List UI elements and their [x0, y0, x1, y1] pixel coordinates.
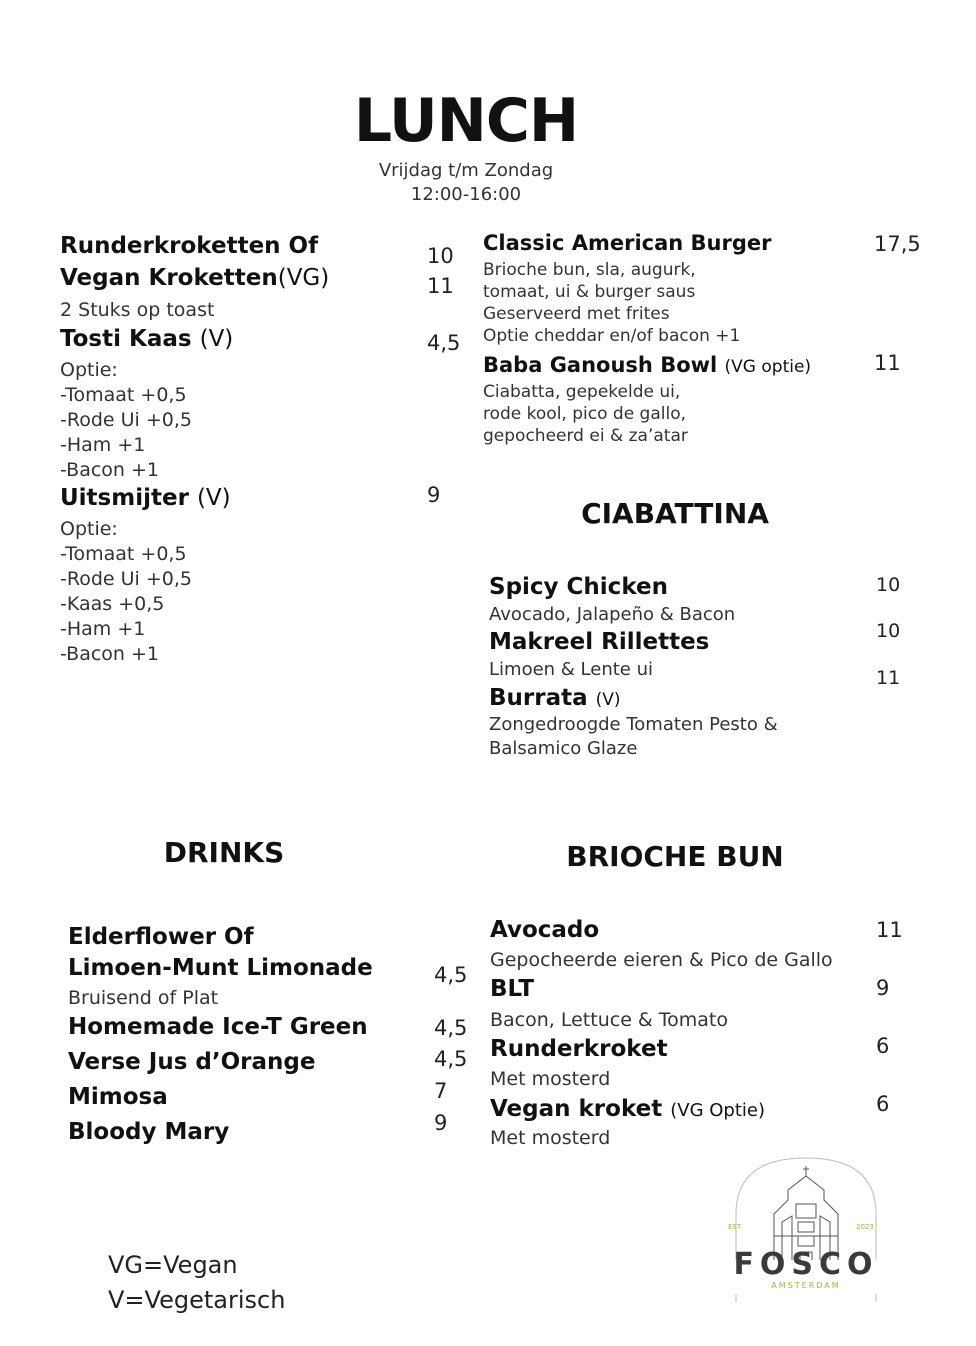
tosti-name [60, 326, 233, 352]
desc-line: rode kool, pico de gallo, [483, 404, 687, 424]
ciabattina-heading: CIABATTINA [581, 497, 769, 530]
jus-orange-name: Verse Jus d’Orange [68, 1049, 316, 1075]
elderflower-name-line2: Limoen-Munt Limonade [68, 955, 373, 981]
tosti-options [60, 358, 192, 483]
desc-line: Balsamico Glaze [489, 738, 638, 759]
burrata-desc [489, 713, 778, 761]
legend-vegan: VG=Vegan [108, 1251, 238, 1279]
tosti-name-text: Tosti Kaas [60, 326, 192, 352]
burrata-name [489, 685, 621, 711]
brioche-runderkroket-desc: Met mosterd [490, 1068, 611, 1090]
baba-name [483, 353, 811, 377]
logo-city: AMSTERDAM [771, 1281, 841, 1290]
fosco-logo [722, 1156, 890, 1304]
elderflower-name-line1: Elderflower Of [68, 924, 254, 950]
kroketten-desc: 2 Stuks op toast [60, 299, 215, 321]
kroketten-tag: (VG) [277, 265, 330, 291]
option-line: -Bacon +1 [60, 459, 160, 481]
elderflower-price: 4,5 [434, 963, 468, 987]
desc-line: gepocheerd ei & za’atar [483, 426, 688, 446]
option-line: -Rode Ui +0,5 [60, 409, 192, 431]
bloody-mary-name: Bloody Mary [68, 1119, 230, 1145]
brioche-avocado-desc: Gepocheerde eieren & Pico de Gallo [490, 949, 833, 971]
ice-t-price: 4,5 [434, 1016, 468, 1040]
spicy-chicken-desc: Avocado, Jalapeño & Bacon [489, 604, 736, 625]
mimosa-name: Mimosa [68, 1084, 168, 1110]
jus-orange-price: 4,5 [434, 1047, 468, 1071]
makreel-desc: Limoen & Lente ui [489, 659, 653, 680]
baba-name-text: Baba Ganoush Bowl [483, 353, 718, 377]
kroketten-name-line1: Runderkroketten Of [60, 233, 319, 259]
brioche-vegan-kroket-name [490, 1096, 765, 1122]
burger-price: 17,5 [874, 232, 921, 256]
vegan-kroket-name-text: Vegan kroket [490, 1096, 663, 1122]
spicy-chicken-name: Spicy Chicken [489, 574, 668, 600]
kroketten-price-1: 10 [427, 244, 454, 268]
tosti-price: 4,5 [427, 331, 461, 355]
desc-line: Ciabatta, gepekelde ui, [483, 382, 681, 402]
spicy-chicken-price: 10 [876, 574, 901, 596]
kroketten-name-text: Vegan Kroketten [60, 265, 278, 291]
brioche-avocado-name: Avocado [490, 917, 600, 943]
brioche-blt-price: 9 [876, 976, 890, 1000]
brioche-vegan-kroket-desc: Met mosterd [490, 1127, 611, 1149]
desc-line: tomaat, ui & burger saus [483, 282, 696, 302]
burrata-price: 11 [876, 667, 901, 689]
bloody-mary-price: 9 [434, 1111, 448, 1135]
page-title: LUNCH [353, 86, 579, 156]
vegan-kroket-tag: (VG Optie) [670, 1100, 766, 1121]
logo-est: EST [728, 1223, 742, 1231]
burrata-name-text: Burrata [489, 685, 588, 711]
uitsmijter-name [60, 485, 231, 511]
brioche-blt-name: BLT [490, 976, 535, 1002]
logo-brand: FOSCO [733, 1247, 879, 1282]
option-line: Optie: [60, 359, 118, 381]
uitsmijter-name-text: Uitsmijter [60, 485, 189, 511]
option-line: Optie: [60, 518, 118, 540]
baba-tag: (VG optie) [724, 357, 812, 377]
desc-line: Brioche bun, sla, augurk, [483, 260, 696, 280]
baba-desc [483, 381, 688, 447]
makreel-price: 10 [876, 620, 901, 642]
elderflower-desc: Bruisend of Plat [68, 987, 219, 1009]
tosti-tag: (V) [199, 326, 234, 352]
burger-desc [483, 259, 740, 347]
option-line: -Bacon +1 [60, 643, 160, 665]
option-line: -Rode Ui +0,5 [60, 568, 192, 590]
burger-name: Classic American Burger [483, 231, 772, 255]
brioche-avocado-price: 11 [876, 918, 903, 942]
brioche-heading: BRIOCHE BUN [566, 840, 784, 873]
option-line: -Kaas +0,5 [60, 593, 165, 615]
desc-line: Geserveerd met frites [483, 304, 670, 324]
kroketten-name-line2 [60, 265, 329, 291]
desc-line: Zongedroogde Tomaten Pesto & [489, 714, 778, 735]
drinks-heading: DRINKS [163, 836, 285, 869]
uitsmijter-tag: (V) [196, 485, 231, 511]
ice-t-name: Homemade Ice-T Green [68, 1014, 368, 1040]
uitsmijter-options [60, 517, 192, 667]
option-line: -Ham +1 [60, 434, 146, 456]
logo-graphic [722, 1156, 890, 1304]
days-subtitle: Vrijdag t/m Zondag [378, 160, 554, 181]
kroketten-price-2: 11 [427, 274, 454, 298]
option-line: -Ham +1 [60, 618, 146, 640]
uitsmijter-price: 9 [427, 483, 441, 507]
brioche-runderkroket-name: Runderkroket [490, 1036, 668, 1062]
brioche-blt-desc: Bacon, Lettuce & Tomato [490, 1009, 729, 1031]
burrata-tag: (V) [595, 690, 621, 710]
logo-year: 2023 [856, 1223, 874, 1231]
baba-price: 11 [874, 351, 901, 375]
mimosa-price: 7 [434, 1079, 448, 1103]
hours-subtitle: 12:00-16:00 [410, 184, 522, 205]
option-line: -Tomaat +0,5 [60, 543, 187, 565]
option-line: -Tomaat +0,5 [60, 384, 187, 406]
desc-line: Optie cheddar en/of bacon +1 [483, 326, 741, 346]
makreel-name: Makreel Rillettes [489, 629, 710, 655]
brioche-vegan-kroket-price: 6 [876, 1092, 890, 1116]
legend-vegetarian: V=Vegetarisch [108, 1286, 286, 1314]
brioche-runderkroket-price: 6 [876, 1034, 890, 1058]
